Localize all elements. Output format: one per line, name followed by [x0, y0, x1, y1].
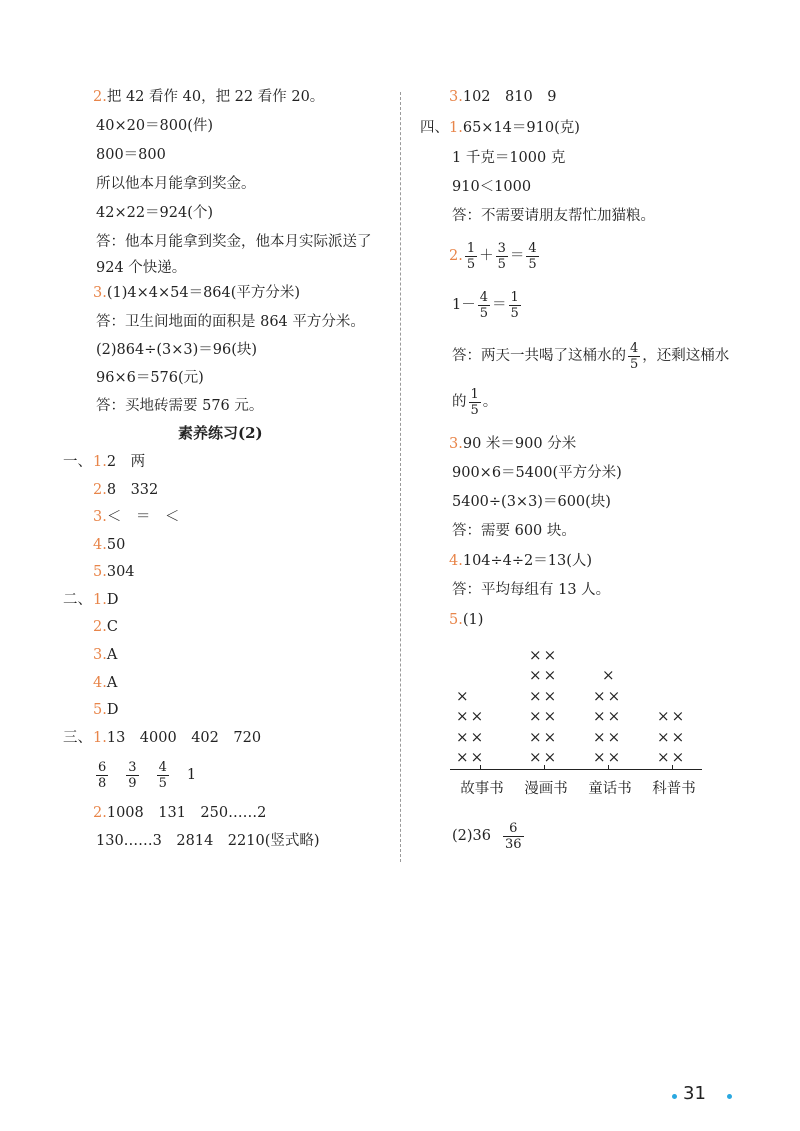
answer-text: 13 4000 402 720: [106, 730, 262, 746]
left-line-5: 答：他本月能拿到奖金，他本月实际派送了: [96, 234, 372, 250]
tally-mark: ××: [657, 748, 687, 766]
left-line-9: 96×6＝576(元): [96, 370, 204, 386]
answer-text: 的: [452, 394, 467, 410]
category-label: 童话书: [588, 781, 632, 797]
si-item-1: [449, 118, 580, 138]
answer-text: 2 两: [106, 454, 146, 470]
part-label-si: 四、: [420, 120, 449, 136]
er-item-2: [93, 617, 118, 637]
si-item-2-line2: [452, 287, 523, 323]
si-line-4: 900×6＝5400(平方分米): [452, 465, 622, 481]
question-number: 1.: [93, 592, 107, 608]
answer-text: 把 42 看作 40，把 22 看作 20。: [106, 89, 325, 105]
fraction: [526, 242, 538, 271]
question-number: 2.: [449, 248, 463, 264]
er-item-5: [93, 700, 118, 720]
yi-item-4: [93, 535, 125, 555]
tally-mark: ××: [529, 707, 559, 725]
fraction: [465, 242, 477, 271]
answer-text: 90 米＝900 分米: [462, 436, 577, 452]
tally-mark: ××: [529, 727, 559, 746]
tally-mark: ×: [602, 666, 617, 684]
si-line-5: 5400÷(3×3)＝600(块): [452, 494, 611, 510]
numerator: 3: [128, 759, 137, 775]
answer-text: 304: [106, 564, 135, 580]
si-line-2: 910＜1000: [452, 179, 532, 195]
question-number: 2.: [93, 482, 107, 498]
yi-item-1: [93, 452, 145, 472]
question-number: 5.: [93, 702, 107, 718]
category-label: 漫画书: [524, 781, 568, 797]
axis-tick: [608, 765, 609, 770]
question-number: 1.: [93, 730, 107, 746]
si-item-5: [449, 610, 483, 630]
denominator: 5: [497, 256, 506, 272]
si-line-1: 1 千克＝1000 克: [452, 150, 566, 166]
denominator: 5: [466, 256, 476, 272]
page-number-dot-right: [727, 1094, 732, 1099]
answer-text: 8 332: [106, 482, 159, 498]
tally-mark: ××: [529, 748, 559, 766]
tally-mark: ××: [456, 727, 486, 746]
si-item-5-part-2: [452, 818, 526, 854]
right-top-line: [449, 87, 556, 107]
answer-text: (1)4×4×54＝864(平方分米): [106, 285, 301, 301]
answer-text: D: [106, 702, 119, 718]
numerator: 4: [528, 240, 537, 256]
fraction: [509, 291, 521, 320]
yi-item-3: [93, 507, 179, 527]
tally-mark: ××: [657, 727, 687, 746]
si-answer-line-2: [452, 384, 497, 420]
fraction: [157, 761, 169, 790]
fraction: [469, 388, 481, 417]
operator: ＝: [509, 248, 525, 264]
question-number: 1.: [449, 120, 463, 136]
left-q2-line: [93, 87, 324, 107]
san-fraction-line: [94, 758, 196, 792]
question-number: 1.: [93, 454, 107, 470]
left-line-7: 答：卫生间地面的面积是 864 平方分米。: [96, 314, 365, 330]
answer-text: 答：两天一共喝了这桶水的: [452, 348, 626, 364]
numerator: 6: [509, 820, 518, 836]
x-axis: [450, 769, 702, 770]
san-item-2-cont: 130……3 2814 2210(竖式略): [96, 833, 320, 849]
question-number: 5.: [93, 564, 107, 580]
denominator: 5: [528, 256, 537, 272]
left-q3-line: [93, 283, 300, 303]
part-label-yi: 一、: [63, 454, 92, 470]
fraction: [96, 761, 108, 790]
axis-tick: [480, 765, 481, 770]
numerator: 4: [158, 759, 167, 775]
numerator: 1: [470, 386, 479, 402]
er-item-4: [93, 673, 117, 693]
numerator: 6: [98, 759, 107, 775]
answer-text: C: [106, 619, 118, 635]
answer-text: ＜ ＝ ＜: [106, 509, 180, 525]
answer-text: 50: [106, 537, 126, 553]
axis-tick: [544, 765, 545, 770]
denominator: 5: [510, 305, 519, 321]
part-label-er: 二、: [63, 592, 92, 608]
question-number: 2.: [93, 805, 107, 821]
san-item-2: [93, 803, 266, 823]
left-line-8: (2)864÷(3×3)＝96(块): [96, 342, 258, 358]
tally-mark: ××: [657, 707, 687, 725]
left-line-2: 800＝800: [96, 147, 166, 163]
answer-text: A: [106, 675, 118, 691]
question-number: 3.: [93, 647, 107, 663]
column-divider: [400, 92, 401, 862]
tally-mark: ××: [593, 748, 623, 766]
yi-item-2: [93, 480, 158, 500]
denominator: 9: [128, 775, 137, 791]
yi-item-5: [93, 562, 135, 582]
question-number: 3.: [449, 436, 463, 452]
tally-mark: ××: [456, 748, 486, 766]
part-label-san: 三、: [63, 730, 92, 746]
category-label: 科普书: [652, 781, 696, 797]
tally-mark: ××: [529, 666, 559, 684]
page-number-dot-left: [672, 1094, 677, 1099]
denominator: 5: [158, 775, 167, 791]
question-number: 2.: [93, 619, 107, 635]
left-line-1: 40×20＝800(件): [96, 118, 214, 134]
si-item-2: [449, 238, 541, 274]
fraction: [496, 242, 508, 271]
fraction: [126, 761, 138, 790]
category-label: 故事书: [460, 781, 504, 797]
answer-text: A: [106, 647, 118, 663]
left-line-6: 924 个快递。: [96, 260, 187, 276]
fraction: [503, 822, 524, 851]
answer-text: D: [106, 592, 119, 608]
answer-text: 1－: [452, 297, 476, 313]
operator: ＋: [479, 248, 494, 264]
operator: ＝: [492, 297, 507, 313]
answer-text: 。: [482, 394, 498, 410]
denominator: 5: [630, 356, 639, 372]
tally-mark: ××: [593, 686, 623, 705]
denominator: 8: [98, 775, 107, 791]
er-item-1: [93, 590, 118, 610]
si-line-3: 答：不需要请朋友帮忙加猫粮。: [452, 208, 655, 224]
si-answer-line-1: [452, 338, 729, 374]
question-number: 5.: [449, 612, 463, 628]
tally-mark: ××: [529, 645, 559, 664]
question-number: 3.: [93, 285, 107, 301]
numerator: 1: [466, 240, 476, 256]
answer-text: ，还剩这桶水: [642, 348, 730, 364]
san-item-1: [93, 728, 261, 748]
question-number: 2.: [93, 89, 107, 105]
cross-tally-chart: [450, 640, 705, 805]
answer-text: 1008 131 250……2: [106, 805, 267, 821]
numerator: 4: [479, 289, 489, 305]
numerator: 3: [497, 240, 506, 256]
numerator: 4: [630, 340, 639, 356]
si-item-3: [449, 434, 576, 454]
denominator: 5: [470, 402, 479, 418]
question-number: 4.: [449, 553, 463, 569]
tally-mark: ××: [529, 686, 559, 705]
answer-text: 65×14＝910(克): [462, 120, 580, 136]
tally-mark: ××: [593, 727, 623, 746]
left-line-10: 答：买地砖需要 576 元。: [96, 398, 264, 414]
answer-text: 1: [186, 767, 197, 783]
tally-mark: ××: [456, 707, 486, 725]
question-number: 3.: [93, 509, 107, 525]
fraction: [478, 291, 490, 320]
answer-text: 102 810 9: [462, 89, 557, 105]
question-number: 3.: [449, 89, 463, 105]
axis-tick: [672, 765, 673, 770]
left-line-4: 42×22＝924(个): [96, 205, 214, 221]
answer-text: (2)36: [452, 828, 491, 844]
left-line-3: 所以他本月能拿到奖金。: [96, 176, 256, 192]
question-number: 4.: [93, 675, 107, 691]
denominator: 36: [505, 836, 522, 852]
si-line-6: 答：需要 600 块。: [452, 523, 576, 539]
si-line-7: 答：平均每组有 13 人。: [452, 582, 611, 598]
page-number: 31: [683, 1083, 706, 1104]
numerator: 1: [510, 289, 519, 305]
tally-mark: ×: [456, 686, 471, 705]
tally-mark: ××: [593, 707, 623, 725]
answer-text: 104÷4÷2＝13(人): [462, 553, 593, 569]
question-number: 4.: [93, 537, 107, 553]
answer-text: (1): [462, 612, 484, 628]
er-item-3: [93, 645, 117, 665]
fraction: [628, 342, 640, 371]
denominator: 5: [479, 305, 489, 321]
section-title: 素养练习(2): [178, 424, 263, 442]
si-item-4: [449, 551, 592, 571]
